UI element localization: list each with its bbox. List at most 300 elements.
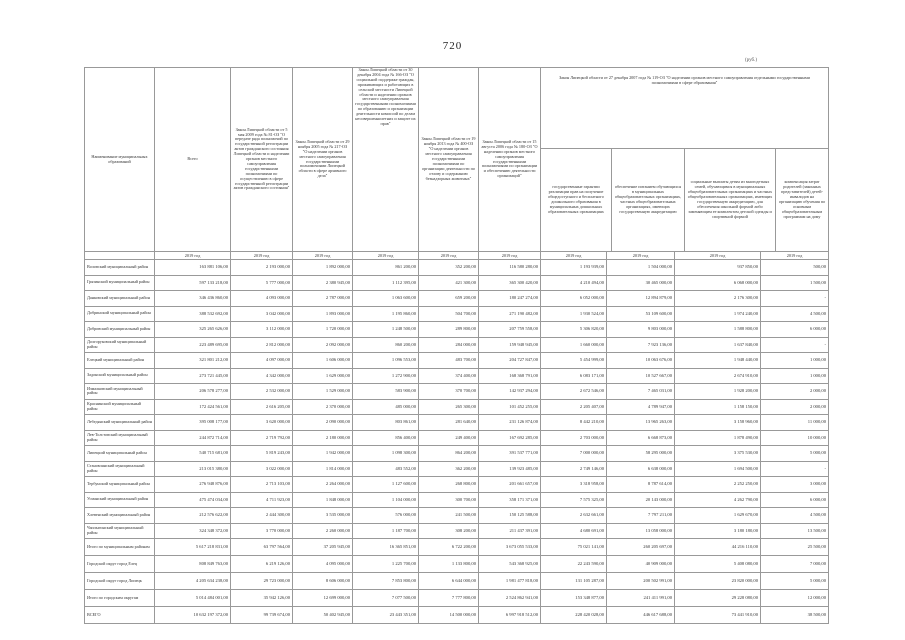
- amount-cell: 2 632 661,00: [541, 508, 607, 524]
- table-row: [85, 291, 829, 307]
- amount-cell: 860 200,00: [353, 337, 419, 353]
- amount-cell: 276 948 876,00: [155, 477, 231, 493]
- amount-cell: 10 000,00: [761, 430, 829, 446]
- amount-cell: 659 200,00: [419, 291, 479, 307]
- amount-cell: 1 272 900,00: [353, 368, 419, 384]
- amount-cell: 2 205 407,00: [541, 399, 607, 415]
- amount-cell: 7 000 000,00: [541, 446, 607, 462]
- amount-cell: 1 104 000,00: [353, 492, 419, 508]
- amount-cell: 1 195 860,00: [353, 306, 419, 322]
- amount-cell: 1 928 200,00: [675, 384, 761, 400]
- municipality-name: Краснинский муниципальный район: [85, 399, 155, 415]
- table-row: [85, 461, 829, 477]
- amount-cell: 8 606 000,00: [293, 573, 353, 590]
- amount-cell: 284 000,00: [419, 337, 479, 353]
- amount-cell: 241 411 991,00: [607, 590, 675, 607]
- amount-cell: 2 176 300,00: [675, 291, 761, 307]
- amount-cell: 4 262 790,00: [675, 492, 761, 508]
- amount-cell: 12 894 879,00: [607, 291, 675, 307]
- amount-cell: 2 812 000,00: [231, 337, 293, 353]
- municipality-name: Данковский муниципальный район: [85, 291, 155, 307]
- amount-cell: 1 225 700,00: [353, 556, 419, 573]
- municipality-name: Долгоруковский муниципальный район: [85, 337, 155, 353]
- amount-cell: 1 606 000,00: [293, 353, 353, 369]
- amount-cell: 6 638 000,00: [607, 461, 675, 477]
- col-header-law-1: Закон Липецкой области от 5 мая 2009 года № 81-ОЗ "О передаче ряда полномочий по государственной регистрации актов гражданского состояния Липецкой области и наделении органов местного самоуправления государственными полномочиями по осуществлению в сфере государственной регистрации актов гражданского состояния": [231, 68, 293, 252]
- amount-cell: 268 800,00: [419, 477, 479, 493]
- amount-cell: 583 900,00: [353, 384, 419, 400]
- amount-cell: 7 077 500,00: [353, 590, 419, 607]
- amount-cell: 16 365 851,00: [353, 539, 419, 556]
- amount-cell: 139 923 485,00: [479, 461, 541, 477]
- table-body: [85, 260, 829, 624]
- table-header: [85, 68, 829, 260]
- amount-cell: 1 063 600,00: [353, 291, 419, 307]
- amount-cell: 5 014 484 001,00: [155, 590, 231, 607]
- municipality-name: Воловский муниципальный район: [85, 260, 155, 276]
- table-row: [85, 508, 829, 524]
- amount-cell: 2 616 205,00: [231, 399, 293, 415]
- amount-cell: 150 125 588,00: [479, 508, 541, 524]
- amount-cell: 180 247 274,00: [479, 291, 541, 307]
- amount-cell: 2 264 000,00: [293, 477, 353, 493]
- year-cell: 2019 год: [155, 252, 231, 260]
- amount-cell: 3 318 958,00: [541, 477, 607, 493]
- amount-cell: 44 216 110,00: [675, 539, 761, 556]
- group-header-title: Закон Липецкой области от 27 декабря 2007 года № 119-ОЗ "О наделении органов местного самоуправления отдельными государственными полномочиями в сфере образования": [559, 75, 810, 85]
- table-row: [85, 399, 829, 415]
- amount-cell: 395 008 177,00: [155, 415, 231, 431]
- amount-cell: 5 454 999,00: [541, 353, 607, 369]
- amount-cell: 8 442 210,00: [541, 415, 607, 431]
- amount-cell: 365 300 420,00: [479, 275, 541, 291]
- amount-cell: 4 095 000,00: [293, 556, 353, 573]
- amount-cell: 5 408 080,00: [675, 556, 761, 573]
- amount-cell: 2 252 250,00: [675, 477, 761, 493]
- amount-cell: 13 058 000,00: [607, 523, 675, 539]
- year-cell: 2019 год: [607, 252, 675, 260]
- amount-cell: 1 000,00: [761, 353, 829, 369]
- amount-cell: 1 981 477 818,00: [479, 573, 541, 590]
- table-row: [85, 607, 829, 624]
- amount-cell: 37 205 945,00: [293, 539, 353, 556]
- amount-cell: 1 848 000,00: [293, 492, 353, 508]
- municipality-name: Хлевенский муниципальный район: [85, 508, 155, 524]
- amount-cell: 1 098 300,00: [353, 446, 419, 462]
- amount-cell: 1 942 000,00: [293, 446, 353, 462]
- amount-cell: 6 068 000,00: [675, 275, 761, 291]
- year-cell: 2019 год: [675, 252, 761, 260]
- amount-cell: 5 000,00: [761, 573, 829, 590]
- table-row: [85, 353, 829, 369]
- table-row: [85, 415, 829, 431]
- amount-cell: 3 535 000,00: [293, 508, 353, 524]
- amount-cell: 131 105 287,00: [541, 573, 607, 590]
- amount-cell: 5 000,00: [761, 446, 829, 462]
- amount-cell: 38 500,00: [761, 607, 829, 624]
- municipality-name: Елецкий муниципальный район: [85, 353, 155, 369]
- amount-cell: 421 300,00: [419, 275, 479, 291]
- amount-cell: 1 974 240,00: [675, 306, 761, 322]
- amount-cell: 1 637 840,00: [675, 337, 761, 353]
- amount-cell: 483 552,00: [353, 461, 419, 477]
- amount-cell: 346 436 860,00: [155, 291, 231, 307]
- amount-cell: 543 368 925,00: [479, 556, 541, 573]
- amount-cell: 249 400,00: [419, 430, 479, 446]
- amount-cell: 2 749 146,00: [541, 461, 607, 477]
- table-row: [85, 446, 829, 462]
- amount-cell: 101 452 255,00: [479, 399, 541, 415]
- amount-cell: 2 370 000,00: [293, 399, 353, 415]
- amount-cell: 1 893 000,00: [293, 306, 353, 322]
- amount-cell: 13 965 263,00: [607, 415, 675, 431]
- amount-cell: 6 722 200,00: [419, 539, 479, 556]
- amount-cell: 1 814 000,00: [293, 461, 353, 477]
- amount-cell: 3 620 000,00: [231, 415, 293, 431]
- amount-cell: 6 000,00: [761, 322, 829, 338]
- year-cell: 2019 год: [419, 252, 479, 260]
- year-cell: [85, 252, 155, 260]
- amount-cell: 23 443 351,00: [353, 607, 419, 624]
- amount-cell: 352 200,00: [419, 260, 479, 276]
- table-row: [85, 337, 829, 353]
- col-header-law-3: Закон Липецкой области от 30 декабря 2004 года № 166-ОЗ "О социальной поддержке граждан, проживающих и работающих в сельской местности Липецкой области и наделении органов местного самоуправления государственными полномочиями по образованию и организации деятельности комиссий по делам несовершеннолетних и защите их прав": [353, 68, 419, 252]
- municipality-name: Липецкий муниципальный район: [85, 446, 155, 462]
- amount-cell: 40 909 000,00: [607, 556, 675, 573]
- amount-cell: 4 097 000,00: [231, 353, 293, 369]
- amount-cell: 597 133 218,00: [155, 275, 231, 291]
- amount-cell: 808 849 763,00: [155, 556, 231, 573]
- amount-cell: 2 713 103,00: [231, 477, 293, 493]
- amount-cell: 20 143 000,00: [607, 492, 675, 508]
- col-header-total: Всего: [155, 68, 231, 252]
- amount-cell: 861 200,00: [353, 260, 419, 276]
- col-header-sub-4: компенсация затрат родителей (законных представителей) детей-инвалидов на организацию обучения по основным общеобразовательным программам на дому: [778, 179, 826, 219]
- amount-cell: 5 306 820,00: [541, 322, 607, 338]
- table-row: [85, 590, 829, 607]
- amount-cell: 485 000,00: [353, 399, 419, 415]
- amount-cell: 8 787 614,00: [607, 477, 675, 493]
- amount-cell: 29 723 000,00: [231, 573, 293, 590]
- amount-cell: 1 930 524,00: [541, 306, 607, 322]
- amount-cell: 7 575 325,00: [541, 492, 607, 508]
- amount-cell: 241 500,00: [419, 508, 479, 524]
- amount-cell: 244 872 714,00: [155, 430, 231, 446]
- amount-cell: 321 801 212,00: [155, 353, 231, 369]
- amount-cell: 2 000,00: [761, 399, 829, 415]
- amount-cell: 11 000,00: [761, 415, 829, 431]
- municipality-name: Добровский муниципальный район: [85, 322, 155, 338]
- amount-cell: 228 420 028,00: [541, 607, 607, 624]
- amount-cell: 13 500,00: [761, 523, 829, 539]
- table-row: [85, 322, 829, 338]
- amount-cell: 388 532 692,00: [155, 306, 231, 322]
- amount-cell: 1 588 800,00: [675, 322, 761, 338]
- amount-cell: 1 187 700,00: [353, 523, 419, 539]
- amount-cell: 167 692 285,00: [479, 430, 541, 446]
- table-row: [85, 430, 829, 446]
- amount-cell: 2 090 000,00: [293, 415, 353, 431]
- amount-cell: 2 674 910,00: [675, 368, 761, 384]
- amount-cell: 163 881 106,00: [155, 260, 231, 276]
- amount-cell: 201 661 657,00: [479, 477, 541, 493]
- amount-cell: 3 770 000,00: [231, 523, 293, 539]
- amount-cell: 937 850,00: [675, 260, 761, 276]
- amount-cell: 22 243 590,00: [541, 556, 607, 573]
- amount-cell: 2 532 000,00: [231, 384, 293, 400]
- amount-cell: 1 878 490,00: [675, 430, 761, 446]
- amount-cell: 12 699 000,00: [293, 590, 353, 607]
- amount-cell: 500,00: [761, 260, 829, 276]
- amount-cell: 3 042 000,00: [231, 306, 293, 322]
- municipality-name: Тербунский муниципальный район: [85, 477, 155, 493]
- table-row: [85, 523, 829, 539]
- amount-cell: 2 193 000,00: [231, 260, 293, 276]
- amount-cell: 10 063 676,00: [607, 353, 675, 369]
- amount-cell: 29 228 080,00: [675, 590, 761, 607]
- amount-cell: 308 200,00: [419, 523, 479, 539]
- year-cell: 2019 год: [293, 252, 353, 260]
- amount-cell: 2 092 000,00: [293, 337, 353, 353]
- amount-cell: 803 861,00: [353, 415, 419, 431]
- amount-cell: 324 348 372,00: [155, 523, 231, 539]
- municipality-name: Становлянский муниципальный район: [85, 461, 155, 477]
- municipality-name: Лев-Толстовский муниципальный район: [85, 430, 155, 446]
- amount-cell: 1 193 939,00: [541, 260, 607, 276]
- municipality-name: ВСЕГО: [85, 607, 155, 624]
- page-number: 720: [442, 40, 463, 52]
- col-header-sub-2: обеспечение питанием обучающихся в муниципальных общеобразовательных организациях, частных общеобразовательных организациях, имеющих государственную аккредитацию: [612, 149, 685, 251]
- amount-cell: 289 800,00: [419, 322, 479, 338]
- table-row: [85, 368, 829, 384]
- amount-cell: 391 537 771,00: [479, 446, 541, 462]
- amount-cell: 260 205 697,00: [607, 539, 675, 556]
- municipality-name: Усманский муниципальный район: [85, 492, 155, 508]
- amount-cell: 6 668 873,00: [607, 430, 675, 446]
- amount-cell: 204 727 847,00: [479, 353, 541, 369]
- amount-cell: 2 524 862 941,00: [479, 590, 541, 607]
- amount-cell: 10 632 197 372,00: [155, 607, 231, 624]
- amount-cell: 4 205 634 238,00: [155, 573, 231, 590]
- amount-cell: 2 787 000,00: [293, 291, 353, 307]
- amount-cell: 3 375 530,00: [675, 446, 761, 462]
- year-cell: 2019 год: [231, 252, 293, 260]
- table-row: [85, 260, 829, 276]
- amount-cell: 207 759 558,00: [479, 322, 541, 338]
- amount-cell: 1 720 000,00: [293, 322, 353, 338]
- amount-cell: 172 424 561,00: [155, 399, 231, 415]
- amount-cell: 50 402 945,00: [293, 607, 353, 624]
- amount-cell: 273 721 445,00: [155, 368, 231, 384]
- amount-cell: 4 789 947,00: [607, 399, 675, 415]
- amount-cell: 1 112 395,00: [353, 275, 419, 291]
- year-cell: 2019 год: [353, 252, 419, 260]
- amount-cell: 206 578 277,00: [155, 384, 231, 400]
- amount-cell: 1 629 000,00: [293, 368, 353, 384]
- amount-cell: 6 219 126,00: [231, 556, 293, 573]
- municipality-name: Задонский муниципальный район: [85, 368, 155, 384]
- subvention-table: [84, 67, 829, 624]
- amount-cell: 4 210 494,00: [541, 275, 607, 291]
- amount-cell: 1 629 670,00: [675, 508, 761, 524]
- amount-cell: 211 437 391,00: [479, 523, 541, 539]
- col-header-sub-3: социальные выплаты детям из многодетных семей, обучающимся в муниципальных общеобразовательных организациях и частных общеобразовательных организациях, имеющих государственную аккредитацию, для обеспечения школьной формой либо заменяющим ее комплектом детской одежды и спортивной формой: [685, 149, 776, 251]
- amount-cell: 14 500 000,00: [419, 607, 479, 624]
- amount-cell: -: [761, 337, 829, 353]
- amount-cell: 265 300,00: [419, 399, 479, 415]
- amount-cell: 1 948 440,00: [675, 353, 761, 369]
- municipality-name: Городской округ город Елец: [85, 556, 155, 573]
- amount-cell: 3 112 000,00: [231, 322, 293, 338]
- amount-cell: 159 948 945,00: [479, 337, 541, 353]
- amount-cell: 362 200,00: [419, 461, 479, 477]
- amount-cell: 73 441 910,00: [675, 607, 761, 624]
- amount-cell: 6 000,00: [761, 492, 829, 508]
- amount-cell: 25 500,00: [761, 539, 829, 556]
- amount-cell: 9 803 000,00: [607, 322, 675, 338]
- amount-cell: 504 700,00: [419, 306, 479, 322]
- municipality-name: Итого по муниципальным районам: [85, 539, 155, 556]
- amount-cell: 475 474 034,00: [155, 492, 231, 508]
- col-header-law-2: Закон Липецкой области от 29 ноября 2005 года № 217-ОЗ "О наделении органов местного самоуправления государственными полномочиями Липецкой области в сфере архивного дела": [293, 68, 353, 252]
- amount-cell: 7 797 211,00: [607, 508, 675, 524]
- table-row: [85, 275, 829, 291]
- amount-cell: 223 489 695,00: [155, 337, 231, 353]
- amount-cell: 5 617 218 831,00: [155, 539, 231, 556]
- year-cell: 2019 год: [541, 252, 607, 260]
- amount-cell: 281 640,00: [419, 415, 479, 431]
- amount-cell: 63 797 564,00: [231, 539, 293, 556]
- amount-cell: 1 660 000,00: [541, 337, 607, 353]
- amount-cell: 2 703 000,00: [541, 430, 607, 446]
- amount-cell: 325 265 626,00: [155, 322, 231, 338]
- amount-cell: 153 348 877,00: [541, 590, 607, 607]
- unit-label: (руб.): [745, 58, 757, 63]
- amount-cell: 23 820 000,00: [675, 573, 761, 590]
- amount-cell: 5 819 243,00: [231, 446, 293, 462]
- amount-cell: 1 000,00: [761, 368, 829, 384]
- municipality-name: Измалковский муниципальный район: [85, 384, 155, 400]
- amount-cell: 53 109 600,00: [607, 306, 675, 322]
- amount-cell: 1 892 000,00: [293, 260, 353, 276]
- amount-cell: 1 158 150,00: [675, 399, 761, 415]
- table-row: [85, 306, 829, 322]
- municipality-name: Грязинский муниципальный район: [85, 275, 155, 291]
- amount-cell: 370 700,00: [419, 384, 479, 400]
- amount-cell: 6 997 918 512,00: [479, 607, 541, 624]
- amount-cell: 99 739 674,00: [231, 607, 293, 624]
- amount-cell: 1 248 500,00: [353, 322, 419, 338]
- amount-cell: 4 711 923,00: [231, 492, 293, 508]
- amount-cell: 864 200,00: [419, 446, 479, 462]
- amount-cell: 58 295 000,00: [607, 446, 675, 462]
- col-header-sub-1: государственные гарантии реализации прав на получение общедоступного и бесплатного дошкольного образования в муниципальных дошкольных образовательных организациях: [541, 149, 612, 251]
- amount-cell: 3 022 000,00: [231, 461, 293, 477]
- amount-cell: 1 127 600,00: [353, 477, 419, 493]
- table-row: [85, 539, 829, 556]
- amount-cell: 1 529 000,00: [293, 384, 353, 400]
- amount-cell: 5 777 000,00: [231, 275, 293, 291]
- amount-cell: 856 400,00: [353, 430, 419, 446]
- amount-cell: 300 700,00: [419, 492, 479, 508]
- table-row: [85, 573, 829, 590]
- amount-cell: 3 000,00: [761, 477, 829, 493]
- amount-cell: 4 093 000,00: [231, 291, 293, 307]
- municipality-name: Итого по городским округам: [85, 590, 155, 607]
- amount-cell: 7 000,00: [761, 556, 829, 573]
- amount-cell: -: [761, 461, 829, 477]
- amount-cell: 1 694 500,00: [675, 461, 761, 477]
- col-header-group: [541, 68, 829, 252]
- amount-cell: 2 672 546,00: [541, 384, 607, 400]
- amount-cell: 2 719 792,00: [231, 430, 293, 446]
- amount-cell: 4 500,00: [761, 508, 829, 524]
- amount-cell: 540 715 681,00: [155, 446, 231, 462]
- year-cell: 2019 год: [761, 252, 829, 260]
- amount-cell: 231 126 874,00: [479, 415, 541, 431]
- table-row: [85, 492, 829, 508]
- amount-cell: 1 133 800,00: [419, 556, 479, 573]
- amount-cell: 2 260 000,00: [293, 523, 353, 539]
- amount-cell: 142 937 294,00: [479, 384, 541, 400]
- amount-cell: 7 465 031,00: [607, 384, 675, 400]
- amount-cell: 1 096 553,00: [353, 353, 419, 369]
- table-row: [85, 477, 829, 493]
- amount-cell: 75 021 141,00: [541, 539, 607, 556]
- amount-cell: -: [761, 291, 829, 307]
- col-header-law-5: Закон Липецкой области от 15 августа 2006 года № 180-ОЗ "О наделении органов местного самоуправления государственными полномочиями по организации и обеспечению деятельности организаций": [479, 68, 541, 252]
- amount-cell: 116 580 280,00: [479, 260, 541, 276]
- amount-cell: 6 052 000,00: [541, 291, 607, 307]
- amount-cell: 2 180 000,00: [293, 430, 353, 446]
- amount-cell: 576 000,00: [353, 508, 419, 524]
- amount-cell: 4 500,00: [761, 306, 829, 322]
- col-header-law-4: Закон Липецкой области от 19 ноября 2013 года № 400-ОЗ "О наделении органов местного самоуправления государственными полномочиями по организации деятельности по отлову и содержанию безнадзорных животных": [419, 68, 479, 252]
- amount-cell: 2 380 945,00: [293, 275, 353, 291]
- amount-cell: 1 504 000,00: [607, 260, 675, 276]
- col-header-municipality: Наименование муниципальных образований: [85, 68, 155, 252]
- municipality-name: Добринский муниципальный район: [85, 306, 155, 322]
- municipality-name: Городской округ город Липецк: [85, 573, 155, 590]
- amount-cell: 3 673 055 533,00: [479, 539, 541, 556]
- amount-cell: 200 502 991,00: [607, 573, 675, 590]
- amount-cell: 35 942 126,00: [231, 590, 293, 607]
- amount-cell: 168 368 791,00: [479, 368, 541, 384]
- amount-cell: 1 500,00: [761, 275, 829, 291]
- amount-cell: 446 617 688,00: [607, 607, 675, 624]
- municipality-name: Чаплыгинский муниципальный район: [85, 523, 155, 539]
- amount-cell: 30 465 000,00: [607, 275, 675, 291]
- amount-cell: 7 923 136,00: [607, 337, 675, 353]
- amount-cell: 213 015 380,00: [155, 461, 231, 477]
- amount-cell: 2 444 300,00: [231, 508, 293, 524]
- table-row: [85, 556, 829, 573]
- amount-cell: 358 171 371,00: [479, 492, 541, 508]
- amount-cell: 4 680 691,00: [541, 523, 607, 539]
- year-cell: 2019 год: [479, 252, 541, 260]
- amount-cell: 483 700,00: [419, 353, 479, 369]
- amount-cell: 6 083 171,00: [541, 368, 607, 384]
- amount-cell: 4 342 000,00: [231, 368, 293, 384]
- amount-cell: 7 853 800,00: [353, 573, 419, 590]
- amount-cell: 2 000,00: [761, 384, 829, 400]
- amount-cell: 271 190 482,00: [479, 306, 541, 322]
- amount-cell: 3 158 960,00: [675, 415, 761, 431]
- amount-cell: 6 644 000,00: [419, 573, 479, 590]
- table-row: [85, 384, 829, 400]
- amount-cell: 3 180 180,00: [675, 523, 761, 539]
- amount-cell: 12 000,00: [761, 590, 829, 607]
